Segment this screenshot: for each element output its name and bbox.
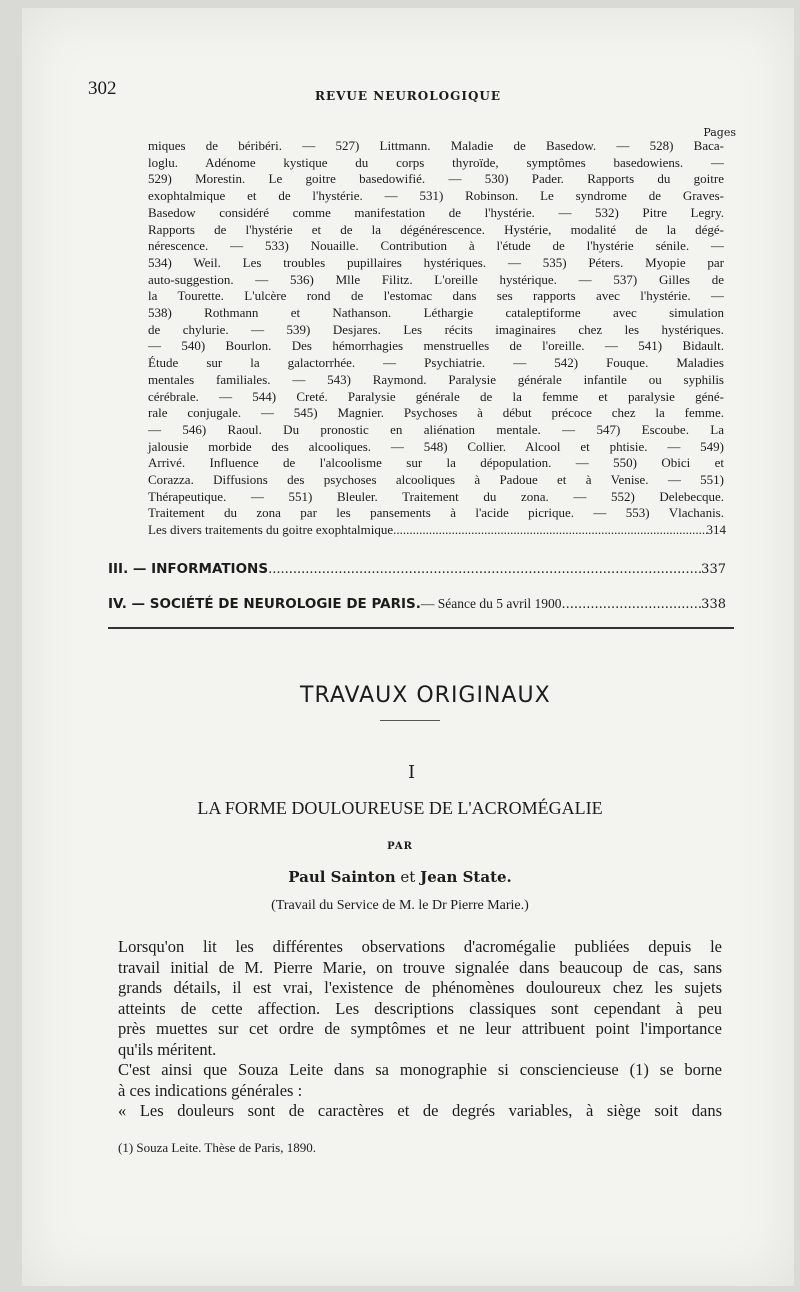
- toc-line: Traitement du zona par les pansements à l'acide picrique. — 553) Vlachanis.: [148, 505, 724, 521]
- author-conjunction: et: [400, 868, 416, 886]
- body-line: à ces indications générales :: [118, 1080, 303, 1100]
- by-label: PAR: [387, 841, 413, 852]
- toc-last-entry: [148, 522, 726, 538]
- article-body: [118, 937, 722, 1122]
- body-line: grands détails, il est vrai, l'existence de phénomènes douloureux chez les sujets: [118, 978, 722, 997]
- section-entry-informations: [108, 561, 726, 577]
- authors-line: [0, 868, 800, 886]
- toc-line: 538) Rothmann et Nathanson. Léthargie cataleptiforme avec simulation: [148, 305, 724, 321]
- body-line: Lorsqu'on lit les différentes observations d'acromégalie publiées depuis le: [118, 937, 722, 956]
- body-line: atteints de cette affection. Les descriptions classiques sont cependant à peu: [118, 998, 722, 1018]
- toc-line: 534) Weil. Les troubles pupillaires hystériques. — 535) Péters. Myopie par: [148, 254, 724, 270]
- toc-line: Basedow considéré comme manifestation de l'hystérie. — 532) Pitre Legry.: [148, 204, 724, 220]
- toc-line: 529) Morestin. Le goitre basedowifié. — 530) Pader. Rapports du goitre: [148, 171, 724, 187]
- article-number: I: [408, 762, 416, 783]
- body-line: qu'ils méritent.: [118, 1039, 217, 1059]
- toc-line: cérébrale. — 544) Creté. Paralysie générale de la femme et paralysie géné-: [148, 388, 724, 404]
- body-line: « Les douleurs sont de caractères et de degrés variables, à siège soit dans: [118, 1101, 722, 1120]
- toc-line: loglu. Adénome kystique du corps thyroïde, symptômes basedowiens. —: [148, 154, 724, 170]
- author-name: Paul Sainton: [288, 868, 396, 886]
- body-line: travail initial de M. Pierre Marie, on trouve signalée dans beaucoup de cas, sans: [118, 957, 722, 977]
- pages-column-label: Pages: [703, 126, 736, 139]
- section-page: 338: [701, 597, 726, 612]
- divider-rule: [108, 627, 734, 629]
- section-extra: — Séance du 5 avril 1900: [420, 596, 562, 611]
- toc-line: exophtalmique et de l'hystérie. — 531) Robinson. Le syndrome de Graves-: [148, 188, 724, 204]
- toc-last-page: 314: [706, 522, 726, 537]
- leader-dots: [268, 562, 701, 577]
- toc-line: de chylurie. — 539) Desjares. Les récits imaginaires chez les hystériques.: [148, 321, 724, 337]
- toc-block: [148, 138, 724, 522]
- footnote: (1) Souza Leite. Thèse de Paris, 1890.: [118, 1140, 316, 1155]
- toc-line: rale conjugale. — 545) Magnier. Psychoses à début précoce chez la femme.: [148, 405, 724, 421]
- toc-line: nérescence. — 533) Nouaille. Contribution à l'étude de l'hystérie sénile. —: [148, 238, 724, 254]
- toc-line: Étude sur la galactorrhée. — Psychiatrie. — 542) Fouque. Maladies: [148, 355, 724, 371]
- toc-line: Arrivé. Influence de l'alcoolisme sur la dépopulation. — 550) Obici et: [148, 455, 724, 471]
- toc-line: Corazza. Diffusions des psychoses alcooliques à Padoue et à Venise. — 551): [148, 472, 724, 488]
- toc-line: mentales familiales. — 543) Raymond. Paralysie générale infantile ou syphilis: [148, 371, 724, 387]
- article-title: LA FORME DOULOUREUSE DE L'ACROMÉGALIE: [197, 798, 603, 818]
- toc-last-text: Les divers traitements du goitre exophtalmique: [148, 522, 394, 537]
- body-line: près muettes sur cet ordre de symptômes et ne leur attribuent point l'importance: [118, 1019, 722, 1038]
- section-page: 337: [701, 562, 726, 577]
- toc-line: la Tourette. L'ulcère rond de l'estomac dans ses rapports avec l'hystérie. —: [148, 288, 724, 304]
- running-title: REVUE NEUROLOGIQUE: [315, 89, 502, 103]
- toc-line: — 540) Bourlon. Des hémorrhagies menstruelles de l'oreille. — 541) Bidault.: [148, 338, 724, 354]
- section-label: IV. — SOCIÉTÉ DE NEUROLOGIE DE PARIS.: [108, 596, 421, 612]
- section-heading: TRAVAUX ORIGINAUX: [300, 683, 551, 708]
- leader-dots: [561, 597, 701, 612]
- body-line: C'est ainsi que Souza Leite dans sa monographie si consciencieuse (1) se borne: [118, 1060, 722, 1079]
- toc-line: — 546) Raoul. Du pronostic en aliénation mentale. — 547) Escoube. La: [148, 421, 724, 437]
- page-number: 302: [88, 78, 117, 99]
- toc-line: auto-suggestion. — 536) Mlle Filitz. L'oreille hystérique. — 537) Gilles de: [148, 271, 724, 287]
- toc-line: Thérapeutique. — 551) Bleuler. Traitement du zona. — 552) Delebecque.: [148, 488, 724, 504]
- toc-line: miques de béribéri. — 527) Littmann. Maladie de Basedow. — 528) Baca-: [148, 138, 724, 153]
- institution-line: (Travail du Service de M. le Dr Pierre Marie.): [271, 898, 529, 913]
- section-label: III. — INFORMATIONS: [108, 561, 269, 577]
- author-name: Jean State.: [420, 868, 512, 886]
- section-entry-societe: [108, 596, 726, 612]
- short-divider: [380, 720, 440, 721]
- toc-line: jalousie morbide des alcooliques. — 548) Collier. Alcool et phtisie. — 549): [148, 438, 724, 454]
- toc-line: Rapports de l'hystérie et de la dégénérescence. Hystérie, modalité de la dégé-: [148, 221, 724, 237]
- leader-dots: [393, 522, 706, 538]
